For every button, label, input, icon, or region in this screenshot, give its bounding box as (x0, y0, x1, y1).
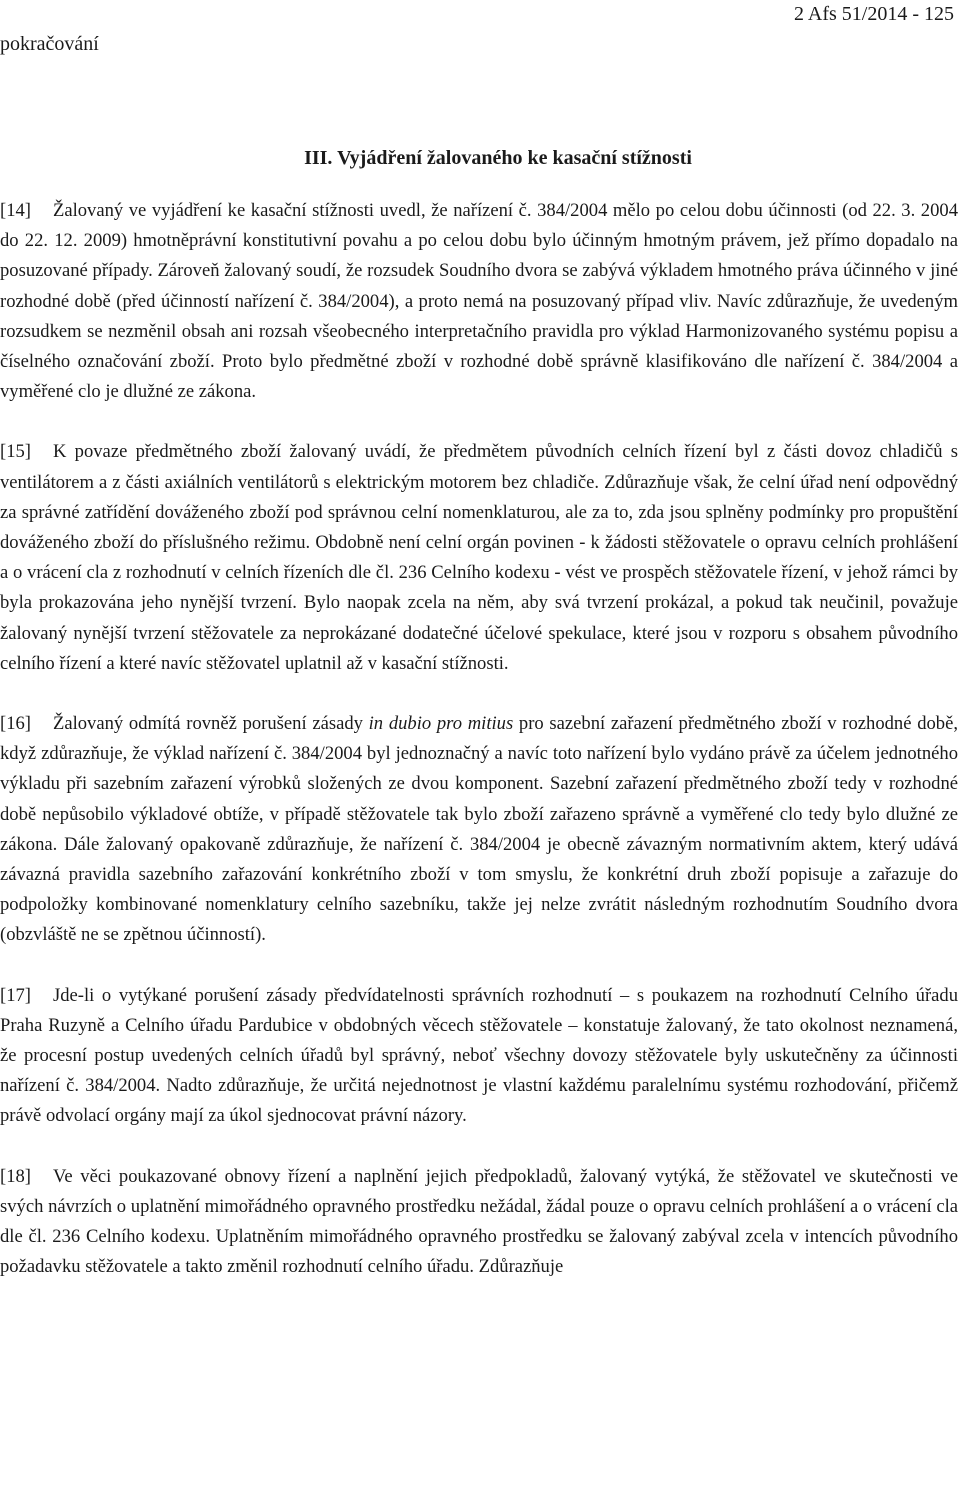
paragraph-text: K povaze předmětného zboží žalovaný uvádí, že předmětem původních celních řízení byl z části dovoz chladičů s ventilátorem a z části axiálních ventilátorů s elektrickým motorem bez chladiče. Zdůrazňuje však, že celní úřad není odpovědný za správné zatřídění dováženého zboží pod správnou celní nomenklaturou, ale za to, zda jsou splněny podmínky pro propuštění dováženého zboží do příslušného režimu. Obdobně není celní orgán povinen - k žádosti stěžovatele o opravu celních prohlášení a o vrácení cla z rozhodnutí v celních řízeních dle čl. 236 Celního kodexu - vést ve prospěch stěžovatele řízení, v jehož rámci by byla prokazována jeho nynější tvrzení. Bylo naopak zcela na něm, aby svá tvrzení prokázal, a pokud tak neučinil, považuje žalovaný nynější tvrzení stěžovatele za neprokázané dodatečné účelové spekulace, které jsou v rozporu s obsahem původního celního řízení a které navíc stěžovatel uplatnil až v kasační stížnosti. (0, 441, 958, 674)
paragraph-text: Ve věci poukazované obnovy řízení a naplnění jejich předpokladů, žalovaný vytýká, že stěžovatel ve skutečnosti ve svých návrzích o uplatnění mimořádného opravného prostředku nežádal, žádal pouze o opravu celních prohlášení a o vrácení cla dle čl. 236 Celního kodexu. Uplatněním mimořádného opravného prostředku se žalovaný zabýval zcela v intencích původního požadavku stěžovatele a takto změnil rozhodnutí celního úřadu. Zdůrazňuje (0, 1165, 958, 1278)
paragraph-14 (0, 196, 958, 407)
page-header (0, 0, 960, 60)
paragraph-text-start: Žalovaný odmítá rovněž porušení zásady (52, 713, 369, 735)
paragraph-number: [17] (0, 984, 31, 1006)
paragraph-18 (0, 1162, 958, 1283)
continuation-label: pokračování (0, 33, 99, 55)
paragraph-number: [15] (0, 441, 31, 463)
paragraph-text: Žalovaný ve vyjádření ke kasační stížnosti uvedl, že nařízení č. 384/2004 mělo po celou dobu účinnosti (od 22. 3. 2004 do 22. 12. 2009) hmotněprávní konstitutivní povahu a po celou dobu bylo účinným hmotným právem, jež přímo dopadalo na posuzované případy. Zároveň žalovaný soudí, že rozsudek Soudního dvora se zabývá výkladem hmotného práva účinného v jiné rozhodné době (před účinností nařízení č. 384/2004), a proto nemá na posuzovaný případ vliv. Navíc zdůrazňuje, že uvedeným rozsudkem se nezměnil obsah ani rozsah všeobecného interpretačního pravidla pro výklad Harmonizovaného systému popisu a číselného označování zboží. Proto bylo předmětné zboží v rozhodné době správně klasifikováno dle nařízení č. 384/2004 a vyměřené clo je dlužné ze zákona. (0, 200, 958, 403)
paragraph-17 (0, 981, 958, 1132)
paragraph-text-end: pro sazební zařazení předmětného zboží v rozhodné době, když zdůrazňuje, že výklad nařízení č. 384/2004 byl jednoznačný a navíc toto nařízení bylo vydáno právě za účelem jednotného výkladu při sazebním zařazení výrobků složených ze dvou komponent. Sazební zařazení předmětného zboží tedy v rozhodné době nepůsobilo výkladové obtíže, v případě stěžovatele tak bylo zboží zařazeno správně a vyměřené clo tedy bylo dlužné ze zákona. Dále žalovaný opakovaně zdůrazňuje, že nařízení č. 384/2004 je obecně závazným normativním aktem, který udává závazná pravidla sazebního zařazování konkrétního zboží v tom smyslu, že konkrétní druh zboží popisuje a zařazuje do podpoložky kombinované nomenklatury celního sazebníku, takže jej nelze zvrátit následným rozhodnutím Soudního dvora (obzvláště ne se zpětnou účinností). (0, 713, 958, 946)
paragraph-text: Jde-li o vytýkané porušení zásady předvídatelnosti správních rozhodnutí – s poukazem na rozhodnutí Celního úřadu Praha Ruzyně a Celního úřadu Pardubice v obdobných věcech stěžovatele – konstatuje žalovaný, že tato okolnost neznamená, že procesní postup uvedených celních úřadů byl správný, neboť všechny dovozy stěžovatele byly uskutečněny za účinnosti nařízení č. 384/2004. Nadto zdůrazňuje, že určitá nejednotnost je vlastní každému paralelnímu systému rozhodování, přičemž právě odvolací orgány mají za úkol sjednocovat právní názory. (0, 984, 958, 1127)
paragraph-number: [14] (0, 200, 31, 221)
section-heading: III. Vyjádření žalovaného ke kasační stížnosti (304, 147, 692, 169)
paragraph-number: [16] (0, 713, 31, 735)
document-body (0, 196, 958, 1313)
paragraph-16 (0, 709, 958, 951)
paragraph-number: [18] (0, 1165, 31, 1187)
paragraph-15 (0, 437, 958, 679)
case-number: 2 Afs 51/2014 - 125 (794, 3, 954, 25)
latin-phrase: in dubio pro mitius (368, 713, 514, 735)
